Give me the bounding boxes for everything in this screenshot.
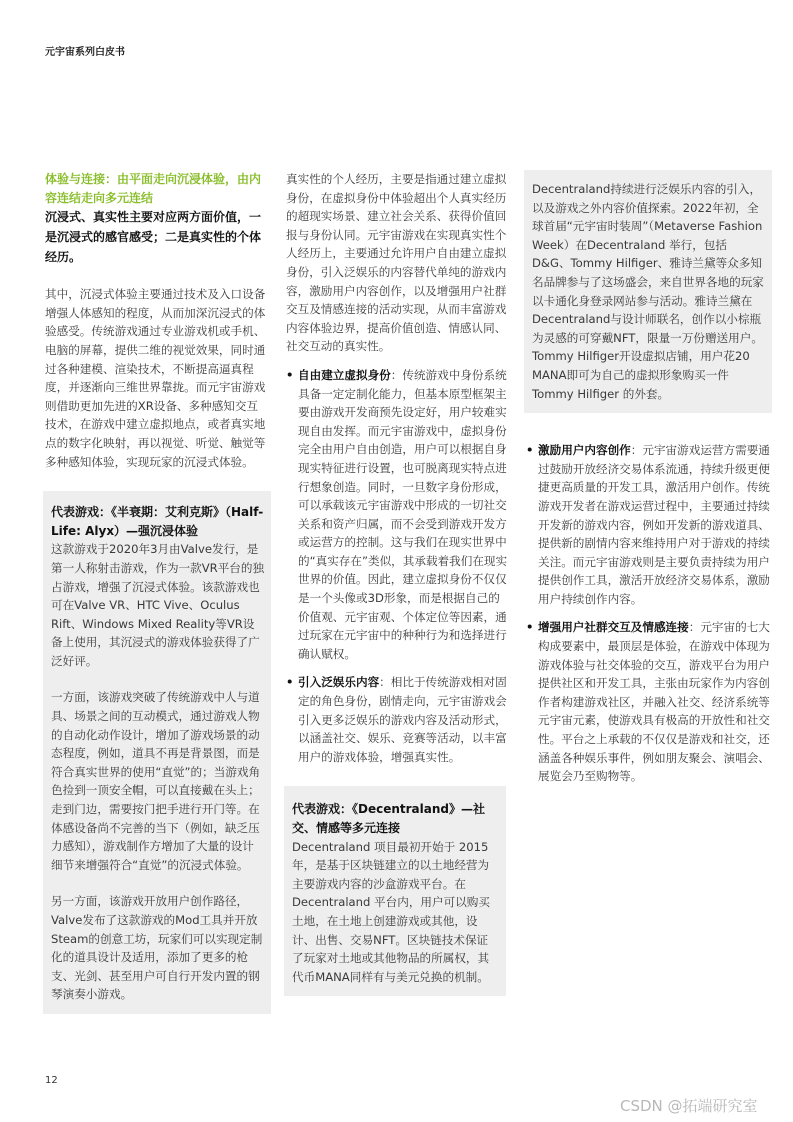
column-middle xyxy=(286,170,508,996)
case-box-title: 代表游戏：《半衰期：艾利克斯》（Half-Life: Alyx）—强沉浸体验 xyxy=(51,505,264,538)
bullet-text: ：传统游戏中身份系统具备一定定制化能力，但基本原型框架主要由游戏开发商预先设定好，用户较难实现自由发挥。而元宇宙游戏中，虚拟身份完全由用户自由创造，用户可以根据自身现实特征进行设置，也可脱离现实特点进行想象创造。同时，一旦数字身份形成，可以承载该元宇宙游戏中形成的一切社交关系和资产归属，而不会受到游戏开发方或运营方的控制。这与我们在现实世界中的“真实存在”类似，其承载着我们在现实世界的价值。因此，建立虚拟身份不仅仅是一个头像或3D形象，而是根据自己的价值观、元宇宙观、个体定位等因素，通过玩家在元宇宙中的种种行为和选择进行确认赋权。 xyxy=(298,367,508,661)
column-right xyxy=(526,170,772,786)
bullet-text: ：相比于传统游戏相对固定的角色身份，剧情走向，元宇宙游戏会引入更多泛娱乐的游戏内容及活动形式，以涵盖社交、娱乐、竞赛等活动，以丰富用户的游戏体验，增强真实性。 xyxy=(298,675,507,764)
bullet-item xyxy=(526,618,772,785)
bullet-dot-icon: • xyxy=(526,620,534,635)
case-box-paragraph: Decentraland持续进行泛娱乐内容的引入，以及游戏之外内容价值探索。2022年初，全球首届“元宇宙时装周”（Metaverse Fashion Week）在Decentraland 举行，包括D&G、Tommy Hilfiger、雅诗兰黛等众多知名品牌参与了这场盛会，来自世界各地的玩家以卡通化身登录网站参与活动。雅诗兰黛在 Decentraland与设计师联名，创作以小棕瓶为灵感的可穿戴NFT，限量一万份赠送用户。Tommy Hilfiger开设虚拟店铺，用户花20 MANA即可为自己的虚拟形象购买一件 Tommy Hilfiger 的外套。 xyxy=(532,182,764,401)
bullet-item xyxy=(286,366,508,664)
bullet-title: 增强用户社群交互及情感连接 xyxy=(538,620,689,635)
bullet-text: ：元宇宙的七大构成要素中，最顶层是体验，在游戏中体现为游戏体验与社交体验的交互，游戏平台为用户提供社区和开发工具，主张由玩家作为内容创作者构建游戏社区，并融入社交、经济系统等元宇宙元素，使游戏具有极高的开放性和社交性。平台之上承载的不仅仅是游戏和社交，还涵盖各种娱乐事件，例如朋友聚会、演唱会、展览会乃至购物等。 xyxy=(538,620,770,784)
lead-paragraph: 沉浸式、真实性主要对应两方面价值，一是沉浸式的感官感受；二是真实性的个体经历。 xyxy=(45,210,262,265)
case-box-paragraph: 另一方面，该游戏开放用户创作路径，Valve发布了这款游戏的Mod工具并开放Steam的创意工坊，玩家们可以实现定制化的道具设计及适用，添加了更多的枪支、光剑、甚至用户可自行开发内置的钢琴演奏小游戏。 xyxy=(51,894,263,1002)
case-box-decentraland-continued xyxy=(524,170,772,413)
case-box-title: 代表游戏：《Decentraland》—社交、情感等多元连接 xyxy=(292,802,485,835)
case-box-decentraland xyxy=(284,786,506,996)
case-box-half-life xyxy=(43,491,271,1014)
case-box-paragraph: 这款游戏于2020年3月由Valve发行，是第一人称射击游戏，作为一款VR平台的独占游戏，增强了沉浸式体验。该款游戏也可在Valve VR、HTC Vive、Oculus Rift、Windows Mixed Reality等VR设备上使用，其沉浸式的游戏体验获得了广泛好评。 xyxy=(51,542,265,668)
bullet-title: 引入泛娱乐内容 xyxy=(298,675,380,690)
bullet-dot-icon: • xyxy=(286,367,294,382)
bullet-text: ：元宇宙游戏运营方需要通过鼓励开放经济交易体系流通，持续升级更便捷更高质量的开发工具，激活用户创作。传统游戏开发者在游戏运营过程中，主要通过持续开发新的游戏内容，例如开发新的游戏道具、提供新的剧情内容来维持用户对于游戏的持续关注。而元宇宙游戏则是主要负责持续为用户提供创作工具，激活开放经济交易体系，激励用户持续创作内容。 xyxy=(538,443,770,606)
case-box-paragraph: Decentraland 项目最初开始于 2015年，是基于区块链建立的以土地经营为主要游戏内容的沙盒游戏平台。在Decentraland 平台内，用户可以购买土地，在土地上创建游戏或其他，设计、出售、交易NFT。区块链技术保证了玩家对土地或其他物品的所属权，其代币MANA同样有与美元兑换的机制。 xyxy=(292,839,490,984)
bullet-title: 自由建立虚拟身份 xyxy=(298,367,391,382)
body-paragraph: 其中，沉浸式体验主要通过技术及入口设备增强人体感知的程度，从而加深沉浸式的体验感受。传统游戏通过专业游戏机或手机、电脑的屏幕，提供二维的视觉效果，同时通过各种建模、渲染技术，不断提高逼真程度，并逐渐向三维世界靠拢。而元宇宙游戏则借助更加先进的XR设备、多种感知交互技术，在游戏中建立虚拟地点，或者真实地点的数字化映射，再以视觉、听觉、触觉等多种感知体验，实现玩家的沉浸式体验。 xyxy=(45,287,266,469)
bullet-dot-icon: • xyxy=(286,675,294,690)
page-number: 12 xyxy=(45,1075,58,1086)
series-title: 元宇宙系列白皮书 xyxy=(45,47,125,58)
watermark: CSDN @拓端研究室 xyxy=(620,1097,758,1115)
case-box-paragraph: 一方面，该游戏突破了传统游戏中人与道具、场景之间的互动模式，通过游戏人物的自动化动作设计，增加了游戏场景的动态程度，例如，道具不再是背景图，而是符合真实世界的使用“直觉”的；当游戏角色捡到一顶安全帽，可以直接戴在头上；走到门边，需要按门把手进行开门等。在体感设备尚不完善的当下（例如，缺乏压力感知），游戏制作方增加了大量的设计细节来增强符合“直觉”的沉浸式体验。 xyxy=(51,690,261,872)
section-heading: 体验与连接：由平面走向沉浸体验，由内容连结走向多元连结 xyxy=(45,172,262,205)
bullet-dot-icon: • xyxy=(526,443,534,458)
bullet-item xyxy=(526,441,772,608)
bullet-item xyxy=(286,673,508,766)
bullet-title: 激励用户内容创作 xyxy=(538,443,631,458)
column-left xyxy=(45,170,267,1014)
body-paragraph: 真实性的个人经历，主要是指通过建立虚拟身份，在虚拟身份中体验超出个人真实经历的超现实场景、建立社会关系、获得价值回报与身份认同。元宇宙游戏在实现真实性个人经历上，主要通过允许用户自由建立虚拟身份，引入泛娱乐的内容替代单纯的游戏内容，激励用户内容创作，以及增强用户社群交互及情感连接的活动实现，从而丰富游戏内容体验边界，提高价值创造、情感认同、社交互动的真实性。 xyxy=(286,172,507,354)
